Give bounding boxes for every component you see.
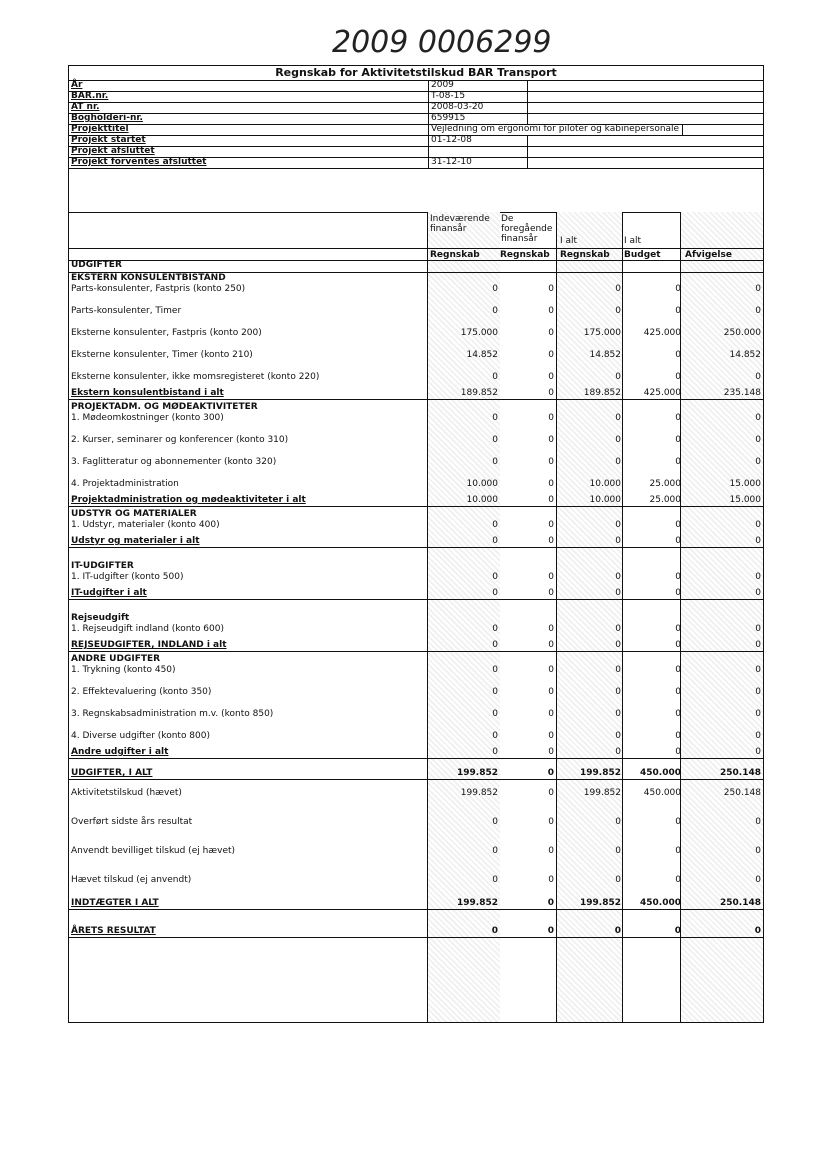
cell-value: 0 (615, 817, 621, 827)
cell-value: 250.148 (720, 898, 761, 908)
cell-value: 0 (548, 536, 554, 546)
column-header: Regnskab (500, 250, 550, 260)
total-row (69, 535, 763, 548)
total-row (69, 746, 763, 759)
cell-value: 199.852 (580, 898, 621, 908)
row-label: 1. Rejseudgift indland (konto 600) (71, 624, 224, 634)
row-label: ÅRETS RESULTAT (71, 926, 156, 936)
cell-value: 0 (615, 687, 621, 697)
cell-value: 250.000 (723, 328, 761, 338)
row-label: 3. Faglitteratur og abonnementer (konto 320) (71, 457, 277, 467)
row-label: 4. Diverse udgifter (konto 800) (71, 731, 210, 741)
cell-value: 15.000 (729, 479, 761, 489)
cell-value: 0 (547, 768, 554, 778)
cell-value: 189.852 (460, 388, 498, 398)
row-label: Overført sidste års resultat (71, 817, 193, 827)
table-row (69, 686, 763, 698)
cell-value: 0 (492, 731, 498, 741)
cell-value: 0 (548, 284, 554, 294)
row-label: Ekstern konsulentbistand i alt (71, 388, 224, 398)
row-label: Anvendt bevilliget tilskud (ej hævet) (71, 846, 236, 856)
cell-value: 0 (492, 588, 498, 598)
cell-value: 14.852 (729, 350, 761, 360)
cell-value: 0 (615, 435, 621, 445)
form-title: Regnskab for Aktivitetstilskud BAR Transport (69, 66, 763, 81)
cell-value: 0 (675, 413, 681, 423)
cell-value: 0 (675, 665, 681, 675)
cell-value: 0 (755, 572, 761, 582)
cell-value: 0 (675, 817, 681, 827)
cell-value: 0 (755, 709, 761, 719)
cell-value: 0 (492, 709, 498, 719)
cell-value: 0 (755, 747, 761, 757)
cell-value: 425.000 (643, 388, 681, 398)
cell-value: 199.852 (580, 768, 621, 778)
row-label: 1. Mødeomkostninger (konto 300) (71, 413, 224, 423)
cell-value: 0 (755, 665, 761, 675)
header-row (69, 157, 763, 169)
cell-value: 0 (755, 875, 761, 885)
cell-value: 0 (754, 926, 761, 936)
row-label: 1. IT-udgifter (konto 500) (71, 572, 184, 582)
cell-value: 0 (548, 588, 554, 598)
cell-value: 0 (755, 817, 761, 827)
cell-value: 0 (755, 372, 761, 382)
total-row (69, 639, 763, 652)
column-header: Regnskab (560, 250, 610, 260)
total-row (69, 387, 763, 400)
row-label: IT-udgifter i alt (71, 588, 147, 598)
section-heading: EKSTERN KONSULENTBISTAND (71, 273, 226, 283)
cell-value: 0 (548, 624, 554, 634)
cell-value: 0 (548, 572, 554, 582)
cell-value: 235.148 (723, 388, 761, 398)
row-label: Andre udgifter i alt (71, 747, 169, 757)
cell-value: 0 (675, 747, 681, 757)
cell-value: 0 (492, 520, 498, 530)
cell-value: 0 (675, 435, 681, 445)
cell-value: 0 (675, 731, 681, 741)
cell-value: 250.148 (723, 788, 761, 798)
header-value: 31-12-10 (431, 157, 528, 168)
row-label: Eksterne konsulenter, Timer (konto 210) (71, 350, 253, 360)
cell-value: 0 (615, 372, 621, 382)
handwritten-id (330, 14, 552, 62)
row-label: UDGIFTER, I ALT (71, 768, 153, 778)
cell-value: 0 (492, 875, 498, 885)
cell-value: 0 (548, 731, 554, 741)
cell-value: 0 (548, 520, 554, 530)
row-label: Parts-konsulenter, Timer (71, 306, 182, 316)
cell-value: 0 (492, 372, 498, 382)
row-label: 1. Udstyr, materialer (konto 400) (71, 520, 220, 530)
cell-value: 0 (492, 284, 498, 294)
cell-value: 0 (615, 284, 621, 294)
table-row (69, 412, 763, 424)
accounting-form (68, 65, 764, 1023)
table-row (69, 478, 763, 490)
cell-value: 0 (548, 846, 554, 856)
cell-value: 0 (675, 588, 681, 598)
section-heading: ANDRE UDGIFTER (71, 654, 161, 664)
cell-value: 0 (755, 624, 761, 634)
header-label: Bogholderi-nr. (71, 113, 143, 123)
cell-value: 0 (615, 709, 621, 719)
col-group-total2: I alt (624, 236, 642, 246)
cell-value: 0 (675, 709, 681, 719)
cell-value: 0 (615, 588, 621, 598)
cell-value: 0 (548, 479, 554, 489)
cell-value: 0 (492, 665, 498, 675)
cell-value: 0 (615, 536, 621, 546)
cell-value: 0 (492, 306, 498, 316)
cell-value: 0 (755, 413, 761, 423)
cell-value: 0 (492, 572, 498, 582)
cell-value: 10.000 (466, 495, 498, 505)
cell-value: 0 (548, 350, 554, 360)
cell-value: 0 (755, 640, 761, 650)
cell-value: 25.000 (649, 479, 681, 489)
table-row (69, 456, 763, 468)
cell-value: 0 (615, 413, 621, 423)
cell-value: 0 (755, 687, 761, 697)
row-label: Parts-konsulenter, Fastpris (konto 250) (71, 284, 246, 294)
row-label: Udstyr og materialer i alt (71, 536, 200, 546)
table-row (69, 664, 763, 676)
cell-value: 0 (755, 536, 761, 546)
cell-value: 10.000 (589, 495, 621, 505)
total-row (69, 494, 763, 507)
cell-value: 0 (547, 898, 554, 908)
cell-value: 0 (548, 687, 554, 697)
header-label: Projekttitel (71, 124, 129, 134)
cell-value: 0 (548, 306, 554, 316)
cell-value: 0 (615, 640, 621, 650)
row-label: Eksterne konsulenter, ikke momsregisteret (konto 220) (71, 372, 320, 382)
cell-value: 0 (675, 624, 681, 634)
cell-value: 14.852 (589, 350, 621, 360)
row-label: 2. Kurser, seminarer og konferencer (konto 310) (71, 435, 289, 445)
cell-value: 0 (548, 817, 554, 827)
cell-value: 0 (615, 747, 621, 757)
row-label: 3. Regnskabsadministration m.v. (konto 850) (71, 709, 274, 719)
cell-value: 0 (548, 709, 554, 719)
cell-value: 0 (675, 284, 681, 294)
cell-value: 0 (547, 926, 554, 936)
cell-value: 189.852 (583, 388, 621, 398)
row-label: Eksterne konsulenter, Fastpris (konto 200) (71, 328, 262, 338)
cell-value: 0 (675, 536, 681, 546)
header-value: 2008-03-20 (431, 102, 528, 113)
section-heading: PROJEKTADM. OG MØDEAKTIVITETER (71, 402, 258, 412)
row-label: 2. Effektevaluering (konto 350) (71, 687, 212, 697)
cell-value: 0 (615, 875, 621, 885)
cell-value: 0 (548, 495, 554, 505)
cell-value: 199.852 (583, 788, 621, 798)
cell-value: 0 (492, 624, 498, 634)
cell-value: 0 (675, 846, 681, 856)
cell-value: 0 (548, 665, 554, 675)
cell-value: 0 (755, 435, 761, 445)
cell-value: 0 (615, 731, 621, 741)
cell-value: 199.852 (460, 788, 498, 798)
row-label: Aktivitetstilskud (hævet) (71, 788, 182, 798)
cell-value: 0 (675, 457, 681, 467)
table-row (69, 816, 763, 828)
column-header: Budget (624, 250, 661, 260)
cell-value: 0 (548, 788, 554, 798)
udgifter-label: UDGIFTER (71, 260, 122, 270)
total-row (69, 897, 763, 910)
cell-value: 0 (548, 413, 554, 423)
table-row (69, 874, 763, 886)
table-row (69, 623, 763, 635)
cell-value: 199.852 (457, 898, 498, 908)
cell-value: 0 (548, 435, 554, 445)
cell-value: 0 (615, 846, 621, 856)
cell-value: 0 (548, 372, 554, 382)
cell-value: 0 (675, 350, 681, 360)
header-value: T-08-15 (431, 91, 528, 102)
header-value: 659915 (431, 113, 528, 124)
cell-value: 0 (615, 520, 621, 530)
header-label: Projekt startet (71, 135, 146, 145)
cell-value: 0 (492, 640, 498, 650)
header-value: 01-12-08 (431, 135, 528, 146)
cell-value: 14.852 (466, 350, 498, 360)
col-group-total1: I alt (560, 236, 578, 246)
header-label: Projekt forventes afsluttet (71, 157, 207, 167)
cell-value: 0 (492, 817, 498, 827)
cell-value: 175.000 (583, 328, 621, 338)
cell-value: 0 (755, 457, 761, 467)
table-row (69, 305, 763, 317)
table-row (69, 571, 763, 583)
total-row (69, 587, 763, 600)
cell-value: 0 (615, 665, 621, 675)
cell-value: 175.000 (460, 328, 498, 338)
cell-value: 0 (492, 457, 498, 467)
cell-value: 0 (548, 875, 554, 885)
cell-value: 450.000 (640, 768, 681, 778)
cell-value: 0 (548, 328, 554, 338)
table-row (69, 371, 763, 383)
cell-value: 450.000 (643, 788, 681, 798)
total-row (69, 767, 763, 780)
table-row (69, 708, 763, 720)
table-row (69, 519, 763, 531)
cell-value: 0 (614, 926, 621, 936)
cell-value: 0 (755, 588, 761, 598)
cell-value: 0 (675, 687, 681, 697)
cell-value: 0 (675, 520, 681, 530)
cell-value: 0 (755, 731, 761, 741)
cell-value: 0 (675, 640, 681, 650)
table-row (69, 730, 763, 742)
table-row (69, 327, 763, 339)
cell-value: 0 (548, 640, 554, 650)
cell-value: 0 (492, 413, 498, 423)
cell-value: 0 (492, 846, 498, 856)
row-label: REJSEUDGIFTER, INDLAND i alt (71, 640, 227, 650)
cell-value: 0 (675, 572, 681, 582)
table-row (69, 349, 763, 361)
header-label: BAR.nr. (71, 91, 109, 101)
header-value: Vejledning om ergonomi for piloter og kabinepersonale (431, 124, 683, 135)
column-header: Regnskab (430, 250, 480, 260)
cell-value: 0 (755, 284, 761, 294)
header-label: AT nr. (71, 102, 100, 112)
total-row (69, 925, 763, 938)
row-label: INDTÆGTER I ALT (71, 898, 159, 908)
header-label: Projekt afsluttet (71, 146, 155, 156)
section-heading: UDSTYR OG MATERIALER (71, 509, 197, 519)
header-value: 2009 (431, 80, 528, 91)
cell-value: 0 (674, 926, 681, 936)
row-label: 4. Projektadministration (71, 479, 179, 489)
cell-value: 0 (548, 747, 554, 757)
cell-value: 10.000 (466, 479, 498, 489)
row-label: Hævet tilskud (ej anvendt) (71, 875, 192, 885)
cell-value: 0 (675, 875, 681, 885)
cell-value: 10.000 (589, 479, 621, 489)
cell-value: 0 (755, 520, 761, 530)
cell-value: 0 (492, 536, 498, 546)
row-label: Projektadministration og mødeaktiviteter i alt (71, 495, 306, 505)
svg-text:2009 0006299: 2009 0006299 (332, 25, 552, 60)
header-value (431, 146, 528, 157)
cell-value: 199.852 (457, 768, 498, 778)
cell-value: 0 (492, 435, 498, 445)
cell-value: 0 (615, 457, 621, 467)
table-row (69, 845, 763, 857)
cell-value: 450.000 (640, 898, 681, 908)
cell-value: 0 (491, 926, 498, 936)
section-heading: IT-UDGIFTER (71, 561, 134, 571)
cell-value: 0 (755, 306, 761, 316)
cell-value: 0 (755, 846, 761, 856)
column-header: Afvigelse (685, 250, 732, 260)
header-label: År (71, 80, 83, 90)
cell-value: 0 (548, 388, 554, 398)
cell-value: 0 (615, 306, 621, 316)
cell-value: 0 (492, 687, 498, 697)
cell-value: 0 (492, 747, 498, 757)
cell-value: 250.148 (720, 768, 761, 778)
cell-value: 0 (615, 624, 621, 634)
cell-value: 0 (675, 372, 681, 382)
table-row (69, 787, 763, 799)
section-heading: Rejseudgift (71, 613, 130, 623)
table-row (69, 434, 763, 446)
cell-value: 0 (675, 306, 681, 316)
cell-value: 0 (548, 457, 554, 467)
cell-value: 25.000 (649, 495, 681, 505)
table-row (69, 283, 763, 295)
col-group-current: Indeværende finansår (430, 214, 490, 234)
cell-value: 0 (615, 572, 621, 582)
cell-value: 425.000 (643, 328, 681, 338)
row-label: 1. Trykning (konto 450) (71, 665, 176, 675)
cell-value: 15.000 (729, 495, 761, 505)
col-group-previous: De foregående finansår (501, 214, 553, 244)
